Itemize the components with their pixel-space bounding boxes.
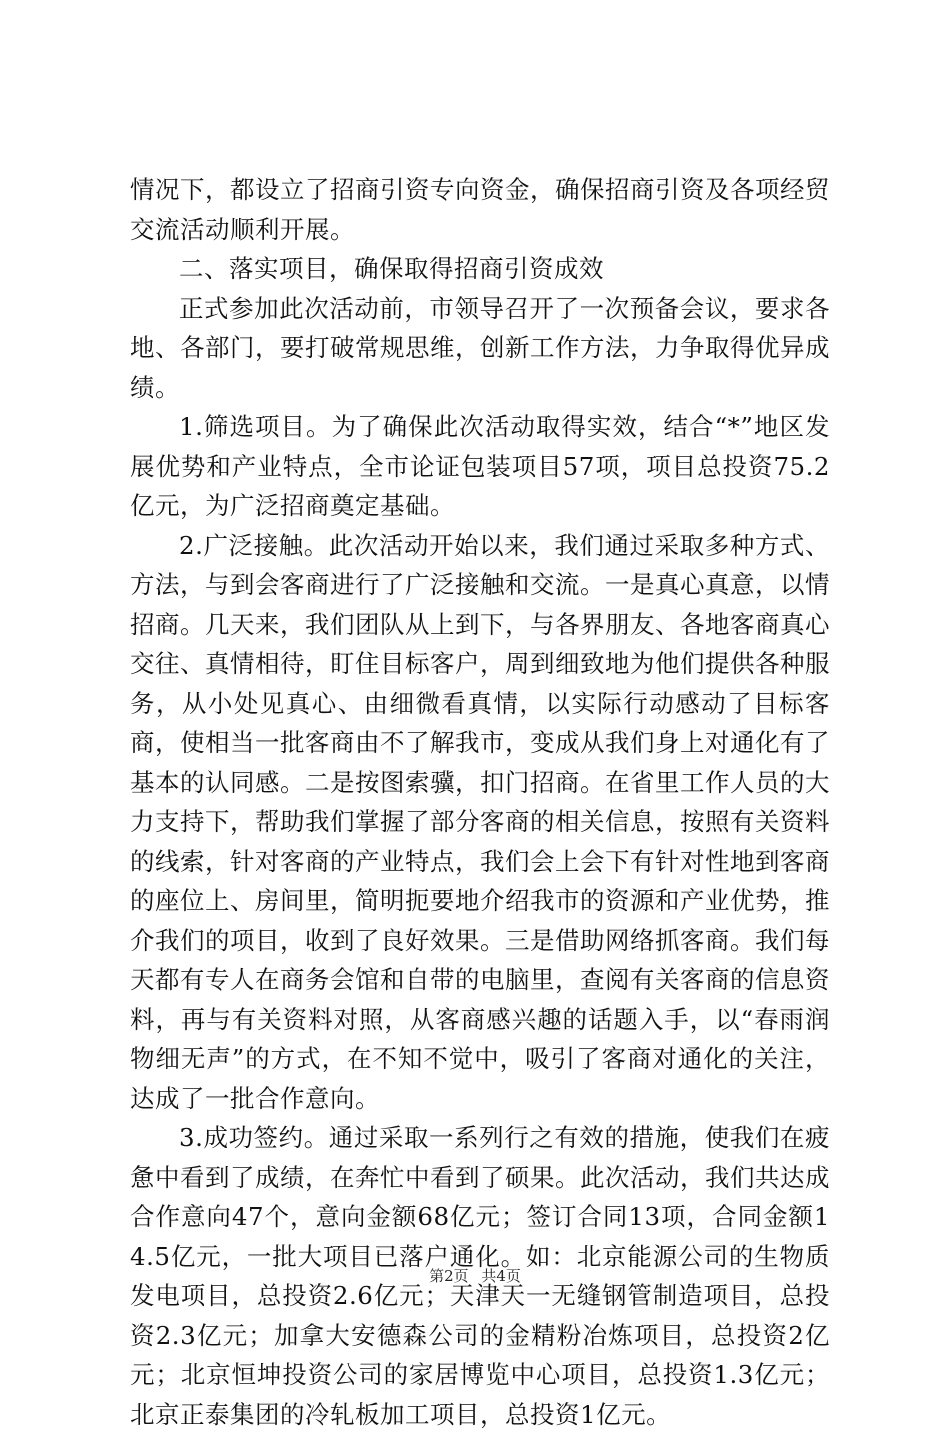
page-total: 共4页: [481, 1267, 521, 1285]
paragraph-continuation: 情况下，都设立了招商引资专向资金，确保招商引资及各项经贸交流活动顺利开展。: [130, 175, 830, 244]
paragraph-signing: 3.成功签约。通过采取一系列行之有效的措施，使我们在疲惫中看到了成绩，在奔忙中看到了硕果。此次活动，我们共达成合作意向47个，意向金额68亿元；签订合同13项，合同金额14.5亿元，一批大项目已落户通化。如：北京能源公司的生物质发电项目，总投资2.6亿元；天津天一无缝钢管制造项目，总投资2.3亿元；加拿大安德森公司的金精粉冶炼项目，总投资2亿元；北京恒坤投资公司的家居博览中心项目，总投资1.3亿元；北京正泰集团的冷轧板加工项目，总投资1亿元。: [130, 1123, 830, 1429]
page-footer: [0, 1266, 950, 1286]
paragraph-screen-projects: 1.筛选项目。为了确保此次活动取得实效，结合“*”地区发展优势和产业特点，全市论证包装项目57项，项目总投资75.2亿元，为广泛招商奠定基础。: [130, 412, 830, 520]
page-number: 第2页: [429, 1267, 469, 1285]
paragraph-preparatory-meeting: 正式参加此次活动前，市领导召开了一次预备会议，要求各地、各部门，要打破常规思维，创新工作方法，力争取得优异成绩。: [130, 293, 830, 402]
section-heading: 二、落实项目，确保取得招商引资成效: [179, 254, 604, 283]
paragraph-wide-contact: 2.广泛接触。此次活动开始以来，我们通过采取多种方式、方法，与到会客商进行了广泛接触和交流。一是真心真意，以情招商。几天来，我们团队从上到下，与各界朋友、各地客商真心交往、真情相待，盯住目标客户，周到细致地为他们提供各种服务，从小处见真心、由细微看真情，以实际行动感动了目标客商，使相当一批客商由不了解我市，变成从我们身上对通化有了基本的认同感。二是按图索骥，扣门招商。在省里工作人员的大力支持下，帮助我们掌握了部分客商的相关信息，按照有关资料的线索，针对客商的产业特点，我们会上会下有针对性地到客商的座位上、房间里，简明扼要地介绍我市的资源和产业优势，推介我们的项目，收到了良好效果。三是借助网络抓客商。我们每天都有专人在商务会馆和自带的电脑里，查阅有关客商的信息资料，再与有关资料对照，从客商感兴趣的话题入手，以“春雨润物细无声”的方式，在不知不觉中，吸引了客商对通化的关注，达成了一批合作意向。: [130, 530, 830, 1113]
document-body: [130, 170, 830, 1434]
